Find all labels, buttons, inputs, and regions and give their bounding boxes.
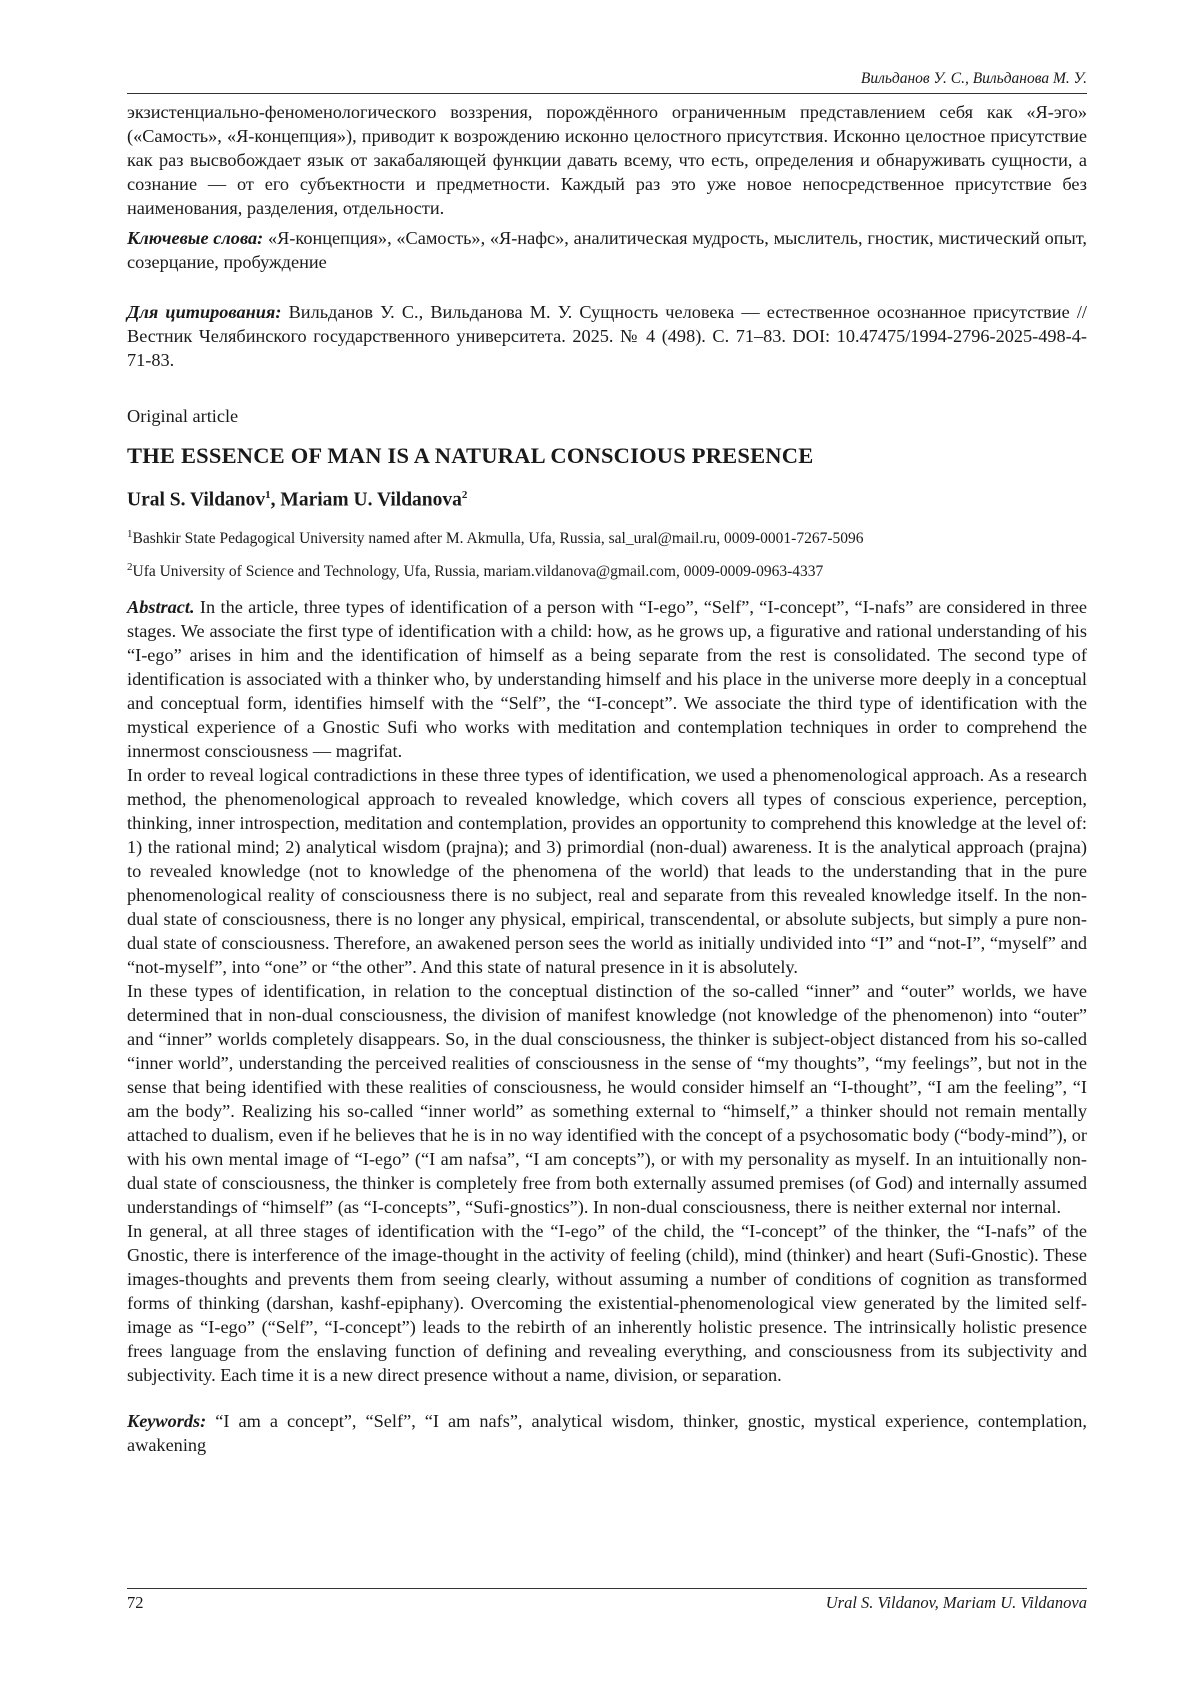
- article-type: Original article: [127, 406, 239, 426]
- running-head: Вильданов У. С., Вильданова М. У.: [127, 70, 1087, 94]
- author-1: Ural S. Vildanov: [127, 489, 266, 511]
- author-2-sup: 2: [461, 489, 468, 501]
- abstract-label: Abstract.: [127, 596, 195, 617]
- affiliation-1-text: Bashkir State Pedagogical University named after M. Akmulla, Ufa, Russia, sal_ural@mail.ru, 0009-0001-7267-5096: [132, 529, 864, 547]
- affiliation-1-num: 1: [127, 527, 133, 540]
- author-1-sup: 1: [265, 489, 271, 501]
- russian-keywords: [127, 226, 1087, 274]
- article-title: THE ESSENCE OF MAN IS A NATURAL CONSCIOUS PRESENCE: [127, 443, 814, 468]
- keywords-text: “I am a concept”, “Self”, “I am nafs”, analytical wisdom, thinker, gnostic, mystical experience, contemplation, awakening: [127, 1410, 1087, 1455]
- affiliation-2: [127, 557, 1087, 582]
- russian-abstract-end: экзистенциально-феноменологического воззрения, порождённого ограниченным представлением себя как «Я-эго» («Самость», «Я-концепция»), приводит к возрождению исконно целостного присутствия. Исконно целостное присутствие как раз высвобождает язык от закабаляющей функции давать всему, что есть, определения и обнаруживать сущности, а сознание — от его субъектности и предметности. Каждый раз это уже новое непосредственное присутствие без наименования, разделения, отдельности.: [127, 102, 1087, 218]
- citation-label: Для цитирования:: [127, 302, 282, 322]
- affiliation-2-num: 2: [127, 560, 133, 573]
- abstract-paragraph-2: In order to reveal logical contradictions in these three types of identification, we used a phenomenological approach. As a research method, the phenomenological approach to revealed knowledge, which covers all types of conscious experience, perception, thinking, inner introspection, meditation and contemplation, provides an opportunity to comprehend this knowledge at the level of: 1) the rational mind; 2) analytical wisdom (prajna); and 3) primordial (non-dual) awareness. It is the analytical approach (prajna) to revealed knowledge (not to knowledge of the phenomena of the world) that leads to the understanding that in the pure phenomenological reality of consciousness there is no subject, real and separate from this revealed knowledge itself. In the non-dual state of consciousness, there is no longer any physical, empirical, transcendental, or absolute subjects, but simply a pure non-dual state of consciousness. Therefore, an awakened person sees the world as initially undivided into “I” and “not-I”, “myself” and “not-myself”, into “one” or “the other”. And this state of natural presence in it is absolutely.: [127, 764, 1087, 977]
- page-number: 72: [127, 1593, 144, 1612]
- keywords: [127, 1409, 1087, 1457]
- affiliation-1: [127, 524, 1087, 549]
- page-footer: [127, 1588, 1087, 1613]
- russian-keywords-label: Ключевые слова:: [127, 228, 264, 248]
- russian-keywords-text: «Я-концепция», «Самость», «Я-нафс», аналитическая мудрость, мыслитель, гностик, мистический опыт, созерцание, пробуждение: [127, 228, 1087, 272]
- footer-authors: Ural S. Vildanov, Mariam U. Vildanova: [825, 1593, 1087, 1612]
- authors: [127, 482, 1087, 514]
- author-separator: ,: [270, 489, 281, 511]
- page: [127, 70, 1087, 1670]
- citation: [127, 300, 1087, 372]
- citation-text: Вильданов У. С., Вильданова М. У. Сущность человека — естественное осознанное присутствие // Вестник Челябинского государственного университета. 2025. № 4 (498). С. 71–83. DOI: 10.47475/1994-2796-2025-498-4-71-83.: [127, 302, 1087, 370]
- author-2: Mariam U. Vildanova: [280, 489, 462, 511]
- abstract-paragraph-1-text: In the article, three types of identification of a person with “I-ego”, “Self”, “I-concept”, “I-nafs” are considered in three stages. We associate the first type of identification with a child: how, as he grows up, a figurative and rational understanding of his “I-ego” arises in him and the identification of himself as a being separate from the rest is consolidated. The second type of identification is associated with a thinker who, by understanding himself and his place in the universe more deeply in a conceptual and conceptual form, identifies himself with the “Self”, the “I-concept”. We associate the third type of identification with the mystical experience of a Gnostic Sufi who works with meditation and contemplation techniques in order to comprehend the innermost consciousness — magrifat.: [127, 596, 1087, 761]
- keywords-label: Keywords:: [127, 1410, 207, 1431]
- affiliation-2-text: Ufa University of Science and Technology, Ufa, Russia, mariam.vildanova@gmail.com, 0009-0009-0963-4337: [132, 562, 824, 580]
- abstract-paragraph-1: [127, 595, 1087, 763]
- abstract-paragraph-4: In general, at all three stages of identification with the “I-ego” of the child, the “I-concept” of the thinker, the “I-nafs” of the Gnostic, there is interference of the image-thought in the activity of feeling (child), mind (thinker) and heart (Sufi-Gnostic). These images-thoughts and prevents them from seeing clearly, without assuming a number of conditions of cognition as transformed forms of thinking (darshan, kashf-epiphany). Overcoming the existential-phenomenological view generated by the limited self-image as “I-ego” (“Self”, “I-concept”) leads to the rebirth of an inherently holistic presence. The intrinsically holistic presence frees language from the enslaving function of defining and revealing everything, and consciousness from its subjectivity and subjectivity. Each time it is a new direct presence without a name, division, or separation.: [127, 1220, 1087, 1385]
- abstract-paragraph-3: In these types of identification, in relation to the conceptual distinction of the so-called “inner” and “outer” worlds, we have determined that in non-dual consciousness, the division of manifest knowledge (not knowledge of the phenomenon) into “outer” and “inner” worlds completely disappears. So, in the dual consciousness, the thinker is subject-object distanced from his so-called “inner world”, understanding the perceived realities of consciousness in the sense of “my thoughts”, “my feelings”, but not in the sense that being identified with these realities of consciousness, he would consider himself an “I-thought”, “I am the feeling”, “I am the body”. Realizing his so-called “inner world” as something external to “himself,” a thinker should not remain mentally attached to dualism, even if he believes that he is in no way identified with the concept of a psychosomatic body (“body-mind”), or with his own mental image of “I-ego” (“I am nafsa”, “I am concepts”), or with my personality as myself. In an intuitionally non-dual state of consciousness, the thinker is completely free from both externally assumed premises (of God) and internally assumed understandings of “himself” (as “I-concepts”, “Sufi-gnostics”). In non-dual consciousness, there is neither external nor internal.: [127, 980, 1087, 1217]
